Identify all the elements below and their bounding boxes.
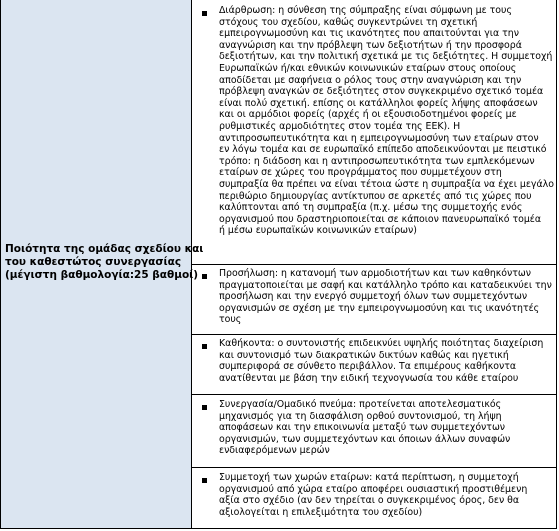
item-text: Προσήλωση: η κατανομή των αρμοδιοτήτων και των καθηκόντων πραγματοποιείται με σαφή και κατάλληλο τρόπο και καταδεικνύει την προσήλωση και την ενεργό συμμετοχή όλων των συμμετεχόντων οργανισμών σε σχέση με την εμπειρογνωμοσύνη και τις ικανότητές τους [219, 268, 552, 326]
item-text: Καθήκοντα: ο συντονιστής επιδεικνύει υψηλής ποιότητας διαχείριση και συντονισμό των διακρατικών δικτύων καθώς και ηγετική συμπεριφορά σε σύνθετο περιβάλλον. Τα επιμέρους καθήκοντα ανατίθενται με βάση την ειδική τεχνογνωσία του κάθε εταίρου [219, 338, 544, 384]
item-text: Διάρθρωση: η σύνθεση της σύμπραξης είναι σύμφωνη με τους στόχους του σχεδίου, καθώς συγκεντρώνει τη σχετική εμπειρογνωμοσύνη και τις ικανότητες που απαιτούνται για την αναγνώριση και την πρόβλεψη των δεξιοτήτων ή την προσφορά δεξιοτήτων, και την πολιτική σχετικά με τις δεξιότητες. Η συμμετοχή Ευρωπαϊκών ή/και εθνικών κοινωνικών εταίρων στους οποίους αποδίδεται με σαφήνεια ο ρόλος τους στην αναγνώριση και την πρόβλεψη αναγκών σε δεξιότητες στον συγκεκριμένο σχετικό τομέα είναι πολύ σχετική. επίσης οι κατάλληλοι φορείς λήψης αποφάσεων και οι αρμόδιοι φορείς (αρχές ή οι εξουσιοδοτημένοι φορείς με ρυθμιστικές αρμοδιότητες στον τομέα της ΕΕΚ). Η αντιπροσωπευτικότητα και η εμπειρογνωμοσύνη των εταίρων στον εν λόγω τομέα και σε ευρωπαϊκό επίπεδο αποδεικνύονται με πειστικό τρόπο: η διάδοση και η αντιπροσωπευτικότητα των εμπλεκόμενων εταίρων σε χώρες του προγράμματος που συμμετέχουν στη συμπραξία θα πρέπει να είναι τέτοια ώστε η συμπραξία να έχει μεγάλο περιθώριο δημιουργίας αντίκτυπου σε αρκετές από τις χώρες που καλύπτονται από τη συμπραξία (π.χ. μέσω της συμμετοχής ενός οργανισμού που δραστηριοποιείται σε κάποιον πανευρωπαϊκό τομέα ή μέσω ευρωπαϊκών κοινωνικών εταίρων) [219, 5, 554, 237]
criterion-item-symmetochi [192, 467, 556, 530]
criterion-item-kathikonta [192, 334, 556, 395]
bullet-icon [202, 478, 207, 483]
bullet-icon [202, 274, 207, 279]
bullet-icon [202, 11, 207, 16]
criterion-label-line: Ποιότητα της ομάδας σχεδίου και [5, 243, 204, 255]
item-text: Συνεργασία/Ομαδικό πνεύμα: προτείνεται αποτελεσματικός μηχανισμός για τη διασφάλιση ορθού συντονισμού, τη λήψη αποφάσεων και την επικοινωνία μεταξύ των συμμετεχόντων οργανισμών, των συμμετεχόντων και όποιων άλλων συναφών ενδιαφερόμενων μερών [219, 399, 511, 457]
criterion-item-prosilosi [192, 264, 556, 335]
item-text: Συμμετοχή των χωρών εταίρων: κατά περίπτωση, η συμμετοχή οργανισμού από χώρα εταίρο αποφέρει ουσιαστική προστιθέμενη αξία στο σχέδιο (αν δεν τηρείται ο συγκεκριμένος όρος, δεν θα αξιολογείται η επιλεξιμότητα του σχεδίου) [219, 472, 528, 518]
criterion-item-synergasia [192, 394, 556, 468]
bullet-icon [202, 344, 207, 349]
bullet-icon [202, 405, 207, 410]
criterion-cell [1, 0, 204, 528]
criterion-label-line: (μέγιστη βαθμολογία:25 βαθμοί) [5, 269, 199, 281]
criterion-label [5, 243, 204, 282]
description-column [192, 0, 556, 528]
criterion-item-diarthrosi [192, 0, 556, 265]
criterion-label-line: του καθεστώτος συνεργασίας [5, 256, 182, 268]
